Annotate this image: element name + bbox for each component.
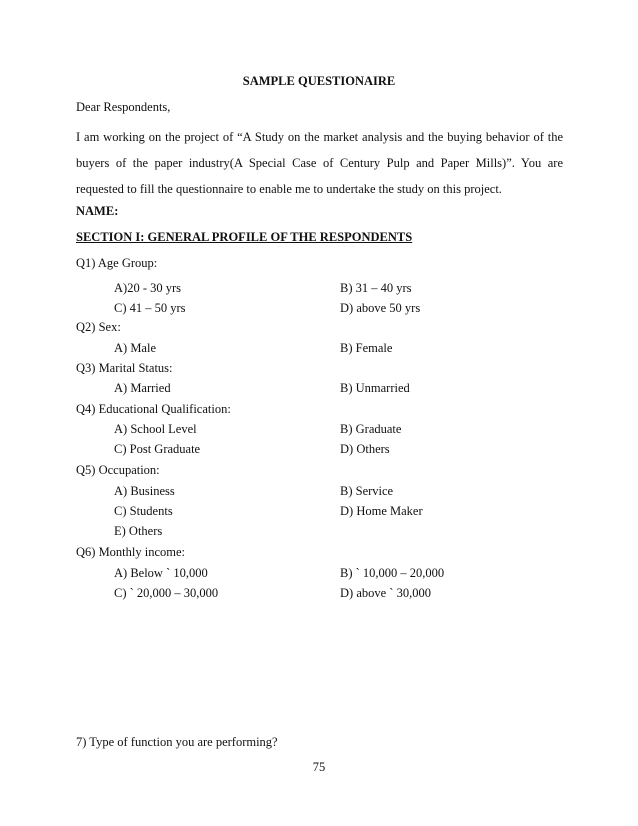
question-label: Q5) Occupation: bbox=[76, 463, 160, 477]
option: A) Business bbox=[114, 484, 175, 498]
option: B) Service bbox=[340, 484, 394, 498]
page-number: 75 bbox=[312, 760, 326, 774]
section-heading: SECTION I: GENERAL PROFILE OF THE RESPONDENTS bbox=[76, 230, 413, 244]
option: B) ` 10,000 – 20,000 bbox=[340, 566, 445, 580]
name-label: NAME: bbox=[76, 204, 119, 218]
question-label: Q6) Monthly income: bbox=[76, 545, 186, 559]
option: D) above 50 yrs bbox=[340, 301, 421, 315]
option: B) Graduate bbox=[340, 422, 402, 436]
document-title: SAMPLE QUESTIONAIRE bbox=[242, 74, 396, 88]
option: A) School Level bbox=[114, 422, 197, 436]
option: B) Unmarried bbox=[340, 381, 410, 395]
option: A) Married bbox=[114, 381, 171, 395]
question-label: Q2) Sex: bbox=[76, 320, 121, 334]
option: A)20 - 30 yrs bbox=[114, 281, 182, 295]
intro-paragraph: I am working on the project of “A Study on the market analysis and the buying behavior of the buyers of the paper industry(A Special Case of Century Pulp and Paper Mills)”. You are requested to fill the questionnaire to enable me to undertake the study on this project. bbox=[76, 130, 563, 196]
question-label: Q3) Marital Status: bbox=[76, 361, 173, 375]
question-label: Q4) Educational Qualification: bbox=[76, 402, 231, 416]
option: C) 41 – 50 yrs bbox=[114, 301, 186, 315]
option: A) Male bbox=[114, 341, 156, 355]
option: D) Others bbox=[340, 442, 390, 456]
option: B) Female bbox=[340, 341, 393, 355]
option: C) ` 20,000 – 30,000 bbox=[114, 586, 219, 600]
option: C) Students bbox=[114, 504, 173, 518]
option: A) Below ` 10,000 bbox=[114, 566, 208, 580]
question-label: Q1) Age Group: bbox=[76, 256, 158, 270]
option: D) Home Maker bbox=[340, 504, 423, 518]
greeting: Dear Respondents, bbox=[76, 100, 171, 114]
option: B) 31 – 40 yrs bbox=[340, 281, 412, 295]
option: E) Others bbox=[114, 524, 163, 538]
option: D) above ` 30,000 bbox=[340, 586, 431, 600]
option: C) Post Graduate bbox=[114, 442, 201, 456]
question-label: 7) Type of function you are performing? bbox=[76, 735, 278, 749]
